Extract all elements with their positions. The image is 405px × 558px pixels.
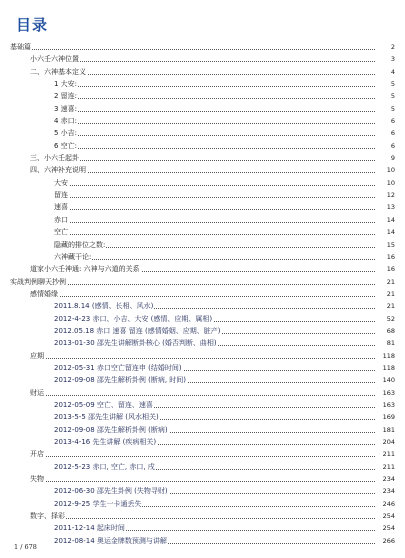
toc-entry-title: 2 留连: [54, 92, 78, 101]
dot-leader [54, 123, 385, 124]
toc-entry[interactable] [0, 535, 405, 547]
toc-entry-title: 2012-05-09 空亡、留连、速喜 [54, 400, 153, 409]
toc-entry-page-number: 2 [375, 41, 395, 53]
dot-leader [30, 481, 385, 482]
dot-leader [30, 61, 385, 62]
toc-entry-page-number: 163 [375, 399, 395, 411]
toc-entry[interactable] [0, 498, 405, 510]
toc-entry-page-number: 9 [375, 152, 395, 164]
toc-entry-page-number: 14 [375, 226, 395, 238]
toc-entry-title: 2011.8.14 (感情、长相、风水) [54, 302, 154, 311]
dot-leader [30, 296, 385, 297]
dot-leader [30, 358, 385, 359]
toc-entry[interactable] [0, 424, 405, 436]
toc-entry-page-number: 118 [375, 362, 395, 374]
toc-entry-page-number: 10 [375, 177, 395, 189]
toc-entry[interactable] [0, 127, 405, 139]
toc-entry-title: 隐藏的排位之数: [54, 240, 106, 249]
toc-entry-page-number: 140 [375, 374, 395, 386]
toc-entry[interactable] [0, 251, 405, 263]
toc-entry[interactable] [0, 78, 405, 90]
toc-entry[interactable] [0, 510, 405, 522]
toc-entry[interactable] [0, 152, 405, 164]
toc-entry-page-number: 4 [375, 66, 395, 78]
toc-entry-page-number: 12 [375, 189, 395, 201]
toc-entry-title: 2012-5-23 赤口, 空亡, 赤口, 戌 [54, 462, 155, 471]
table-of-contents [0, 41, 405, 547]
toc-entry-title: 二、六神基本定义 [30, 67, 86, 76]
toc-entry-page-number: 5 [375, 78, 395, 90]
toc-entry-page-number: 169 [375, 411, 395, 423]
toc-entry-title: 2013-5-5 邵先生讲解 (风水相关) [54, 413, 159, 422]
toc-entry-title: 2012-9-25 学生一卡通丢失 [54, 499, 142, 508]
toc-entry[interactable] [0, 103, 405, 115]
toc-entry-page-number: 21 [375, 276, 395, 288]
toc-entry-page-number: 68 [375, 325, 395, 337]
toc-entry[interactable] [0, 41, 405, 53]
toc-entry-title: 财运 [30, 388, 44, 397]
page-indicator: 1 / 678 [14, 543, 37, 551]
toc-entry-title: 实战判例聊天抄例 [10, 277, 66, 286]
toc-entry-page-number: 204 [375, 436, 395, 448]
dot-leader [30, 518, 385, 519]
toc-entry-title: 2012-09-08 邵先生解析卦例 (断病) [54, 425, 168, 434]
toc-entry-page-number: 6 [375, 127, 395, 139]
toc-entry[interactable] [0, 276, 405, 288]
toc-entry-title: 3 速喜: [54, 104, 78, 113]
toc-entry-page-number: 21 [375, 300, 395, 312]
toc-entry-title: 2013-4-16 先生讲解 (疾病相关) [54, 438, 157, 446]
toc-entry[interactable] [0, 239, 405, 251]
toc-entry[interactable] [0, 522, 405, 534]
toc-entry-title: 2012-05-31 赤口空亡留连申 (结婚时间) [54, 363, 182, 372]
toc-entry-title: 失物 [30, 475, 44, 484]
dot-leader [54, 86, 385, 87]
toc-entry[interactable] [0, 461, 405, 473]
toc-entry-page-number: 211 [375, 461, 395, 473]
toc-entry-page-number: 16 [375, 251, 395, 263]
toc-entry-page-number: 5 [375, 90, 395, 102]
toc-entry-title: 大安 [54, 178, 68, 187]
toc-entry-title: 2012-4-23 赤口、小吉、大安 (感情、应期、属相) [54, 314, 213, 323]
toc-entry-page-number: 21 [375, 288, 395, 300]
toc-entry-title: 2013-01-30 邵先生讲解断卦核心 (婚否判断、曲相) [54, 339, 217, 348]
dot-leader [54, 185, 385, 186]
toc-entry-title: 6 空亡: [54, 141, 78, 150]
toc-entry-title: 5 小吉: [54, 129, 78, 138]
toc-entry[interactable] [0, 90, 405, 102]
toc-entry-page-number: 14 [375, 214, 395, 226]
toc-entry[interactable] [0, 399, 405, 411]
toc-entry[interactable] [0, 325, 405, 337]
toc-entry[interactable] [0, 140, 405, 152]
toc-entry[interactable] [0, 448, 405, 460]
toc-entry-page-number: 10 [375, 164, 395, 176]
toc-entry-title: 开店 [30, 450, 44, 459]
dot-leader [54, 197, 385, 198]
toc-entry[interactable] [0, 485, 405, 497]
toc-entry-page-number: 3 [375, 53, 395, 65]
toc-entry-page-number: 234 [375, 473, 395, 485]
toc-entry-page-number: 181 [375, 424, 395, 436]
toc-entry-title: 留连 [54, 191, 68, 200]
toc-entry-title: 2012-09-08 邵先生解析卦例 (断病, 时间) [54, 376, 187, 385]
dot-leader [30, 456, 385, 457]
toc-entry-title: 2012-08-14 奥运金牌数预测与讲解 [54, 536, 167, 545]
toc-entry-page-number: 211 [375, 448, 395, 460]
toc-entry-title: 4 赤口: [54, 117, 78, 126]
toc-entry-title: 基础篇 [10, 43, 31, 51]
toc-entry-page-number: 254 [375, 510, 395, 522]
toc-entry-page-number: 6 [375, 140, 395, 152]
toc-entry-title: 应期 [30, 351, 44, 360]
toc-entry-title: 四、六神补充说明 [30, 166, 86, 175]
toc-entry-title: 2012-06-30 邵先生卦例 (失物寻财) [54, 487, 168, 496]
toc-entry[interactable] [0, 436, 405, 448]
dot-leader [54, 135, 385, 136]
toc-entry-page-number: 118 [375, 350, 395, 362]
dot-leader [54, 234, 385, 235]
toc-entry-page-number: 16 [375, 263, 395, 275]
toc-entry-title: 小六壬六神位置 [30, 55, 79, 64]
toc-entry-title: 2011-12-14 起床时间 [54, 524, 125, 533]
toc-entry-page-number: 266 [375, 535, 395, 547]
toc-entry-title: 六神藏干论: [54, 252, 92, 261]
toc-entry-title: 速喜 [54, 203, 68, 212]
toc-entry[interactable] [0, 263, 405, 275]
toc-entry-page-number: 5 [375, 103, 395, 115]
toc-entry[interactable] [0, 66, 405, 78]
toc-entry[interactable] [0, 53, 405, 65]
toc-entry[interactable] [0, 300, 405, 312]
toc-entry-page-number: 13 [375, 201, 395, 213]
toc-entry[interactable] [0, 288, 405, 300]
toc-entry[interactable] [0, 387, 405, 399]
toc-entry[interactable] [0, 201, 405, 213]
toc-entry-title: 2012.05.18 赤口 速喜 留连 (感情婚姻、应期、脏产) [54, 326, 221, 335]
toc-entry-page-number: 246 [375, 498, 395, 510]
toc-entry[interactable] [0, 164, 405, 176]
toc-entry-page-number: 254 [375, 522, 395, 534]
toc-entry[interactable] [0, 362, 405, 374]
toc-entry-page-number: 15 [375, 239, 395, 251]
toc-entry[interactable] [0, 214, 405, 226]
toc-entry[interactable] [0, 350, 405, 362]
toc-entry[interactable] [0, 115, 405, 127]
toc-entry[interactable] [0, 473, 405, 485]
toc-entry-title: 道家小六壬神通: 六神与六道的关系 [30, 265, 140, 274]
dot-leader [54, 98, 385, 99]
toc-entry-page-number: 52 [375, 313, 395, 325]
toc-entry[interactable] [0, 411, 405, 423]
toc-entry[interactable] [0, 226, 405, 238]
toc-entry-page-number: 234 [375, 485, 395, 497]
toc-entry[interactable] [0, 189, 405, 201]
dot-leader [30, 395, 385, 396]
toc-entry[interactable] [0, 313, 405, 325]
dot-leader [10, 49, 385, 50]
toc-entry-title: 三、小六壬起卦 [30, 154, 79, 163]
dot-leader [54, 148, 385, 149]
toc-entry-title: 1 大安: [54, 80, 78, 89]
toc-entry-title: 空亡 [54, 228, 68, 237]
toc-entry-page-number: 81 [375, 337, 395, 349]
toc-entry-title: 感情婚缘 [30, 289, 58, 298]
page-title: 目录 [16, 16, 49, 34]
toc-entry[interactable] [0, 177, 405, 189]
toc-entry-page-number: 163 [375, 387, 395, 399]
dot-leader [30, 160, 385, 161]
toc-entry[interactable] [0, 374, 405, 386]
dot-leader [54, 222, 385, 223]
toc-entry[interactable] [0, 337, 405, 349]
dot-leader [54, 111, 385, 112]
dot-leader [54, 209, 385, 210]
toc-entry-page-number: 6 [375, 115, 395, 127]
toc-entry-title: 赤口 [54, 215, 68, 224]
toc-entry-title: 数字、择彩 [30, 512, 65, 521]
dot-leader [54, 259, 385, 260]
